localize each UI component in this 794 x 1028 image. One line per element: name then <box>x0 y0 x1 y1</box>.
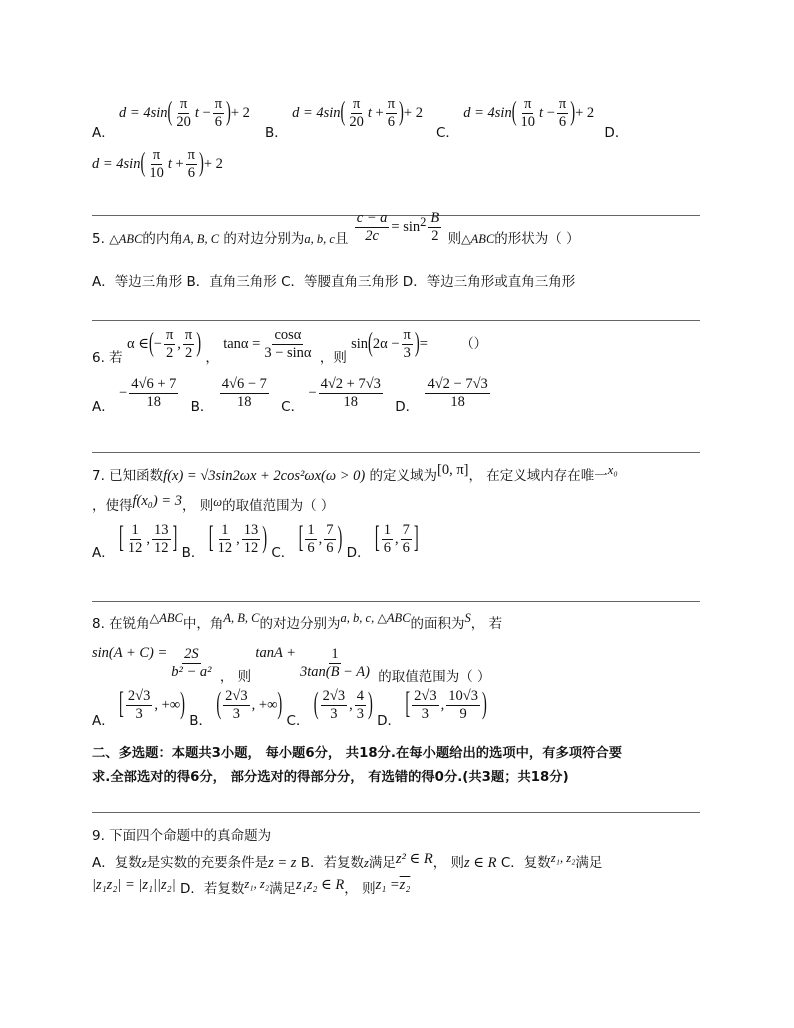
q8-options: A． [ $\frac{2√3}{3}$ , +∞) B． ( $\frac{2√3}{3}$ , +∞) C． ( $\frac{2√3}{3}$ , $\frac{4}{3}$ ) D． [ $\frac{2√3}{3}$ , $\frac{10√3}{9}$ ) <box>92 687 487 730</box>
frac-num: 7 <box>402 522 410 538</box>
option-label: A． <box>92 713 115 730</box>
option-label: B． <box>181 545 205 562</box>
q5-stem <box>92 210 580 256</box>
formula-text: − <box>119 385 128 402</box>
q6-options <box>92 376 492 416</box>
formula-text: z = z <box>268 855 297 871</box>
q9-line1 <box>92 851 602 872</box>
math-s: S <box>464 611 471 625</box>
frac-num: π <box>387 96 396 112</box>
q8-stem <box>92 612 502 632</box>
math-tri: △ABC <box>109 232 143 247</box>
frac-den: b² − a² <box>171 663 212 680</box>
option-text: 满足 <box>269 881 297 897</box>
option-label: A． <box>92 399 115 416</box>
formula-text: d = 4sin <box>119 105 168 122</box>
frac-num: π <box>403 327 411 343</box>
formula-text: z₁z₂ ∈ R <box>296 877 345 893</box>
frac-den: 3tan(B − A) <box>299 663 370 680</box>
frac-den: 6 <box>402 539 410 556</box>
stem-text: 的对边分别为 <box>223 231 305 248</box>
formula-text: , +∞ <box>251 697 278 714</box>
formula-text: sin(A + C) = <box>92 645 168 662</box>
frac-den: 20 <box>176 113 191 130</box>
stem-text: 则 <box>447 231 462 248</box>
option-label: A． <box>92 545 115 562</box>
formula-text: x₀ <box>607 463 618 477</box>
frac-den: 6 <box>326 539 334 556</box>
formula-text: + 2 <box>575 105 595 122</box>
frac-num: 13 <box>154 522 169 538</box>
frac-den: 3 <box>403 344 411 361</box>
frac-num: cosα <box>274 327 302 343</box>
frac-num: 7 <box>326 522 334 538</box>
stem-text: ，使得 <box>92 498 133 514</box>
option-text: C．复数 <box>500 855 551 871</box>
math-angles: A, B, C <box>223 611 260 625</box>
frac-num: π <box>558 96 567 112</box>
divider <box>92 601 700 602</box>
frac-den: 6 <box>558 113 567 130</box>
stem-text: ， 若 <box>470 616 503 632</box>
formula-text: = sin <box>391 219 421 236</box>
frac-num: π <box>179 96 188 112</box>
frac-num: 1 <box>221 522 229 538</box>
formula-text: sin <box>351 336 369 353</box>
q9-line2 <box>92 877 410 898</box>
frac-num: 1 <box>383 522 391 538</box>
frac-den: 12 <box>154 539 169 556</box>
q5-options: A．等边三角形 B．直角三角形 C．等腰直角三角形 D．等边三角形或直角三角形 <box>92 274 576 290</box>
stem-text: 的内角 <box>142 231 183 248</box>
formula-text: = <box>419 336 428 353</box>
stem-text: 的取值范围为（ ） <box>222 498 335 514</box>
frac-den: 18 <box>146 393 162 410</box>
formula-text: z₂ <box>399 877 411 893</box>
q4-option-a: A． d = 4sin( $\frac{\pi}{20}$ t − $\frac{\pi}{6}$ )+ 2 <box>92 96 250 142</box>
frac-num: 4 <box>356 688 364 704</box>
stem-text: ， <box>319 350 334 367</box>
divider <box>92 452 700 453</box>
frac-num: 1 <box>331 646 339 662</box>
frac-num: 2√3 <box>414 688 437 704</box>
option-label: A． <box>92 125 115 142</box>
frac-num: 2√3 <box>322 688 346 704</box>
formula-text: α ∈ <box>126 336 149 353</box>
option-label: D． <box>377 713 402 730</box>
option-label: C． <box>271 545 295 562</box>
formula-text: d = 4sin <box>92 156 141 173</box>
frac-num: 13 <box>243 522 259 538</box>
frac-den: 2 <box>431 227 439 244</box>
frac-num: c − a <box>356 210 388 226</box>
question-number: 5. <box>92 231 105 248</box>
stem-text: 中，角 <box>182 616 224 632</box>
frac-den: 3 <box>135 705 143 722</box>
formula-text: z² ∈ R <box>395 851 433 867</box>
frac-num: π <box>214 96 223 112</box>
frac-num: π <box>184 327 193 343</box>
option-label: D． <box>346 545 371 562</box>
formula-text: [0, π] <box>437 462 469 478</box>
stem-text: ， <box>205 350 219 367</box>
formula-text: − <box>308 385 317 402</box>
frac-den: 3 <box>232 705 241 722</box>
formula-text: d = 4sin <box>463 105 512 122</box>
q7-stem-2 <box>92 494 334 515</box>
frac-num: π <box>152 147 161 163</box>
frac-den: 6 <box>187 164 195 181</box>
frac-den: 9 <box>459 705 467 722</box>
formula-text: z₁ = <box>375 877 400 893</box>
frac-den: 6 <box>214 113 222 130</box>
frac-num: 2S <box>184 646 199 662</box>
stem-text: 且 <box>334 231 349 248</box>
frac-den: 18 <box>343 393 359 410</box>
frac-num: π <box>165 327 174 343</box>
option-text: D．若复数 <box>179 881 245 897</box>
formula-text: f(x₀) = 3 <box>132 493 182 509</box>
question-number: 7. 已知函数 <box>92 468 164 484</box>
option-label: D． <box>604 125 629 142</box>
question-number: 6. 若 <box>92 350 123 367</box>
math-sides: a, b, c, △ABC <box>340 611 411 625</box>
formula-text: ω <box>213 495 223 509</box>
q4-option-d: d = 4sin( $\frac{\pi}{10}$ t + $\frac{\pi}{6}$ )+ 2 <box>92 147 223 181</box>
formula-text: |z₁z₂| = |z₁||z₂| <box>92 877 176 893</box>
math-z: z <box>141 856 147 870</box>
frac-num: 1 <box>131 522 139 538</box>
frac-den: 6 <box>307 539 315 556</box>
stem-text: 则 <box>333 350 347 367</box>
formula-text: + 2 <box>203 156 223 173</box>
formula-text: d = 4sin <box>292 105 341 122</box>
math-z1z2: z₁, z₂ <box>244 877 270 891</box>
frac-num: 4√6 + 7 <box>131 376 177 392</box>
formula-sup: 2 <box>420 214 427 229</box>
frac-num: B <box>430 210 440 226</box>
frac-num: 4√2 − 7√3 <box>427 376 488 392</box>
option-label: B． <box>190 399 214 416</box>
question-number: 8. 在锐角 <box>92 616 150 632</box>
option-label: C． <box>281 399 305 416</box>
option-text: 是实数的充要条件是 <box>146 855 269 871</box>
frac-num: 2√3 <box>225 688 248 704</box>
math-angles: A, B, C <box>182 232 220 247</box>
option-text: B．若复数 <box>300 855 365 871</box>
option-text: ， 则 <box>344 881 376 897</box>
frac-den: 10 <box>149 164 164 181</box>
q6-stem: 6. 若 α ∈(− $\frac{\pi}{2}$ , $\frac{\pi}{2}$ ) ， tanα = $\frac{\cos\alpha}{3 - \sin\alpha}$ ，则 sin(2α − $\frac{\pi}{3}$ )= （） <box>92 327 488 367</box>
frac-den: 12 <box>217 539 233 556</box>
math-tri: △ABC <box>461 232 495 247</box>
frac-den: 10 <box>520 113 536 130</box>
formula-text: + 2 <box>230 105 250 122</box>
formula-text: f(x) = √3sin2ωx + 2cos²ωx(ω > 0) <box>163 468 366 484</box>
formula-text: z ∈ R <box>464 855 497 871</box>
stem-text: 的定义域为 <box>369 468 437 484</box>
option-label: C． <box>286 713 310 730</box>
option-text: A．复数 <box>92 855 142 871</box>
stem-text: 的形状为（ ） <box>494 231 580 248</box>
frac-num: 10√3 <box>448 688 478 704</box>
math-z: z <box>364 856 369 870</box>
q7-options: A． [ $\frac{1}{12}$ , $\frac{13}{12}$ ] B． [ $\frac{1}{12}$ , $\frac{13}{12}$ ) C． [ $\frac{1}{6}$ , $\frac{7}{6}$ ) D． [ $\frac{1}{6}$ , $\frac{7}{6}$ ] <box>92 521 419 562</box>
frac-den: 2c <box>365 227 379 244</box>
frac-den: 3 <box>330 705 338 722</box>
q4-option-c: C． d = 4sin( $\frac{\pi}{10}$ t − $\frac{\pi}{6}$ )+ 2 D． <box>436 96 629 142</box>
frac-num: π <box>524 96 532 112</box>
option-label: C． <box>436 125 459 142</box>
frac-den: 20 <box>349 113 364 130</box>
frac-num: 4√2 + 7√3 <box>320 376 381 392</box>
frac-den: 2 <box>166 344 174 361</box>
option-text: ， 则 <box>432 855 465 871</box>
frac-den: 18 <box>450 393 465 410</box>
frac-den: 3 <box>421 705 430 722</box>
frac-den: 3 <box>356 705 364 722</box>
math-z1z2: z₁, z₂ <box>550 851 576 865</box>
option-text: 满足 <box>575 855 603 871</box>
option-label: D． <box>395 399 420 416</box>
frac-den: 6 <box>383 539 391 556</box>
q9-stem: 9. 下面四个命题中的真命题为 <box>92 828 272 844</box>
divider <box>92 215 700 216</box>
stem-text: ， 则 <box>219 669 252 686</box>
frac-den: 18 <box>237 393 252 410</box>
option-label: B． <box>189 713 213 730</box>
formula-text: 2α − <box>372 336 400 353</box>
frac-den: 2 <box>184 344 193 361</box>
formula-text: tanα = <box>223 336 261 353</box>
math-tri: △ABC <box>149 611 183 625</box>
frac-den: 6 <box>387 113 395 130</box>
stem-text: 的取值范围为（ ） <box>378 669 491 686</box>
q4-option-b: B． d = 4sin( $\frac{\pi}{20}$ t + $\frac{\pi}{6}$ )+ 2 <box>265 96 423 142</box>
frac-den: 12 <box>243 539 259 556</box>
q8-condition <box>92 636 491 686</box>
frac-num: 4√6 − 7 <box>221 376 267 392</box>
frac-den: 12 <box>127 539 143 556</box>
q7-stem <box>92 464 618 485</box>
formula-text: + 2 <box>403 105 423 122</box>
option-text: 满足 <box>368 855 396 871</box>
frac-num: 1 <box>307 522 315 538</box>
frac-num: 2√3 <box>127 688 151 704</box>
option-label: B． <box>265 125 288 142</box>
stem-text: ， 则 <box>181 498 214 514</box>
frac-num: π <box>352 96 361 112</box>
answer-blank: （） <box>460 336 488 353</box>
stem-text: ， 在定义域内存在唯一 <box>468 468 608 484</box>
frac-num: π <box>187 147 195 163</box>
divider <box>92 812 700 813</box>
math-sides: a, b, c <box>304 232 335 247</box>
section-heading-line1: 二、多选题：本题共3小题， 每小题6分， 共18分.在每小题给出的选项中，有多项符合要 <box>92 746 623 761</box>
formula-text: tanA + <box>255 645 296 662</box>
section-heading-line2: 求.全部选对的得6分， 部分选对的得部分分， 有选错的得0分.(共3题；共18分) <box>92 770 569 785</box>
formula-text: , +∞ <box>154 697 181 714</box>
frac-den: 3 − sinα <box>264 344 312 361</box>
stem-text: 的对边分别为 <box>259 616 341 632</box>
divider <box>92 320 700 321</box>
stem-text: 的面积为 <box>410 616 465 632</box>
